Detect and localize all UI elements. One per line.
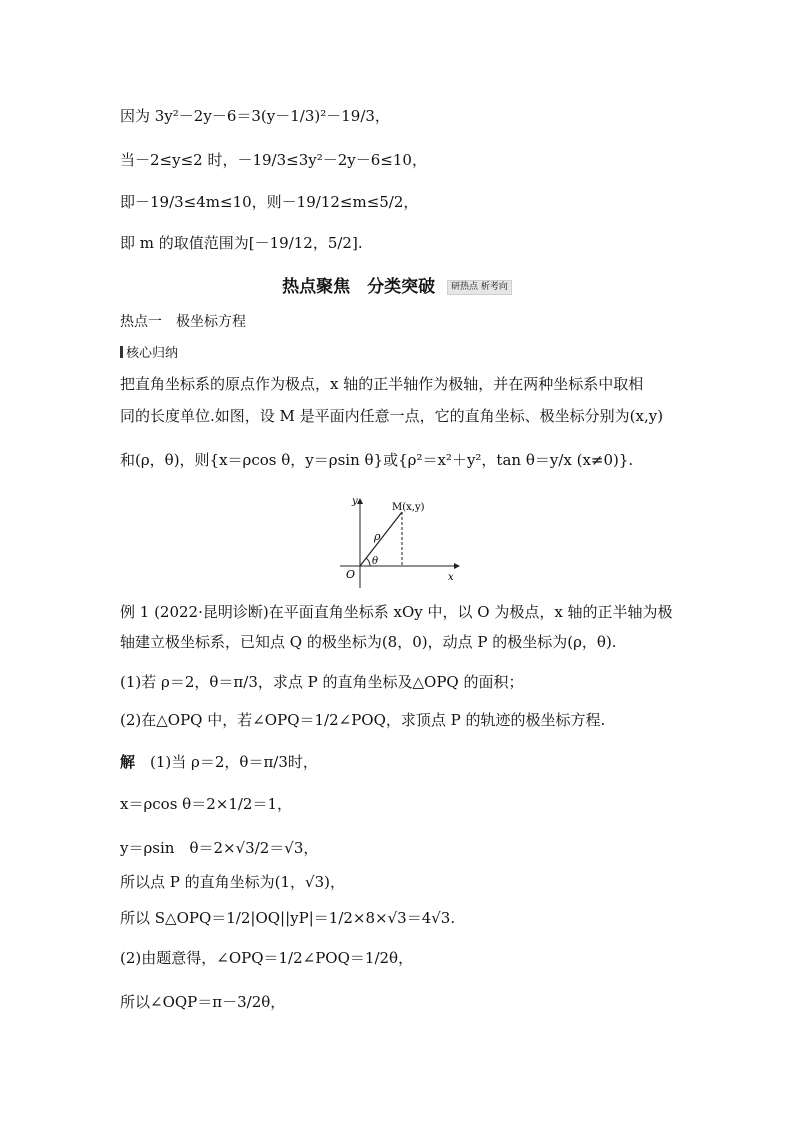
theta-label: θ bbox=[372, 556, 379, 567]
paragraph-line: 把直角坐标系的原点作为极点，x 轴的正半轴作为极轴，并在两种坐标系中取相 bbox=[120, 375, 644, 393]
section-title bbox=[0, 272, 794, 297]
text-line: 即 m 的取值范围为[－19/12，5/2]. bbox=[120, 234, 363, 252]
example-line: 例 1 (2022·昆明诊断)在平面直角坐标系 xOy 中，以 O 为极点，x 轴的正半轴为极 bbox=[120, 603, 673, 621]
solution-line: y＝ρsin θ＝2×√3/2＝√3， bbox=[120, 839, 319, 857]
core-heading-text: 核心归纳 bbox=[126, 346, 179, 361]
text-line: 即－19/3≤4m≤10，则－19/12≤m≤5/2， bbox=[120, 193, 419, 211]
solution-line: x＝ρcos θ＝2×1/2＝1， bbox=[120, 795, 293, 813]
section-marker-icon bbox=[120, 346, 123, 358]
x-axis-arrow-icon bbox=[454, 563, 460, 569]
solution-line: 所以 S△OPQ＝1/2|OQ||yP|＝1/2×8×√3＝4√3. bbox=[120, 909, 456, 927]
text-line: 当－2≤y≤2 时，－19/3≤3y²－2y－6≤10， bbox=[120, 151, 427, 169]
solution-line bbox=[120, 752, 318, 772]
solution-line: 所以∠OQP＝π－3/2θ， bbox=[120, 993, 286, 1011]
polar-coordinate-figure bbox=[336, 494, 466, 592]
solution-step: (1)当 ρ＝2，θ＝π/3时， bbox=[150, 753, 318, 771]
example-line: 轴建立极坐标系，已知点 Q 的极坐标为(8，0)，动点 P 的极坐标为(ρ，θ). bbox=[120, 633, 617, 651]
section-title-text: 热点聚焦 分类突破 bbox=[282, 277, 436, 297]
x-axis-label: x bbox=[448, 572, 454, 583]
hotspot-heading: 热点一 极坐标方程 bbox=[120, 314, 246, 330]
solution-line: (2)由题意得，∠OPQ＝1/2∠POQ＝1/2θ， bbox=[120, 949, 414, 967]
example-line: (2)在△OPQ 中，若∠OPQ＝1/2∠POQ，求顶点 P 的轨迹的极坐标方程. bbox=[120, 711, 606, 729]
formula-line: 和(ρ，θ)，则{x＝ρcos θ，y＝ρsin θ}或{ρ²＝x²＋y²，tan θ＝y/x (x≠0)}. bbox=[120, 451, 634, 469]
solution-label: 解 bbox=[120, 753, 136, 771]
point-m-label: M(x,y) bbox=[392, 502, 425, 513]
paragraph-line: 同的长度单位.如图，设 M 是平面内任意一点，它的直角坐标、极坐标分别为(x,y) bbox=[120, 407, 664, 425]
y-axis-label: y bbox=[352, 496, 358, 507]
y-axis-arrow-icon bbox=[357, 498, 363, 504]
example-line: (1)若 ρ＝2，θ＝π/3，求点 P 的直角坐标及△OPQ 的面积； bbox=[120, 673, 524, 691]
angle-arc bbox=[366, 558, 370, 566]
section-badge: 研热点 析考向 bbox=[447, 280, 512, 295]
rho-label: ρ bbox=[374, 530, 381, 543]
text-line: 因为 3y²－2y－6＝3(y－1/3)²－19/3， bbox=[120, 107, 390, 125]
core-heading bbox=[120, 344, 178, 364]
solution-line: 所以点 P 的直角坐标为(1，√3)， bbox=[120, 873, 345, 891]
origin-label: O bbox=[346, 568, 356, 581]
